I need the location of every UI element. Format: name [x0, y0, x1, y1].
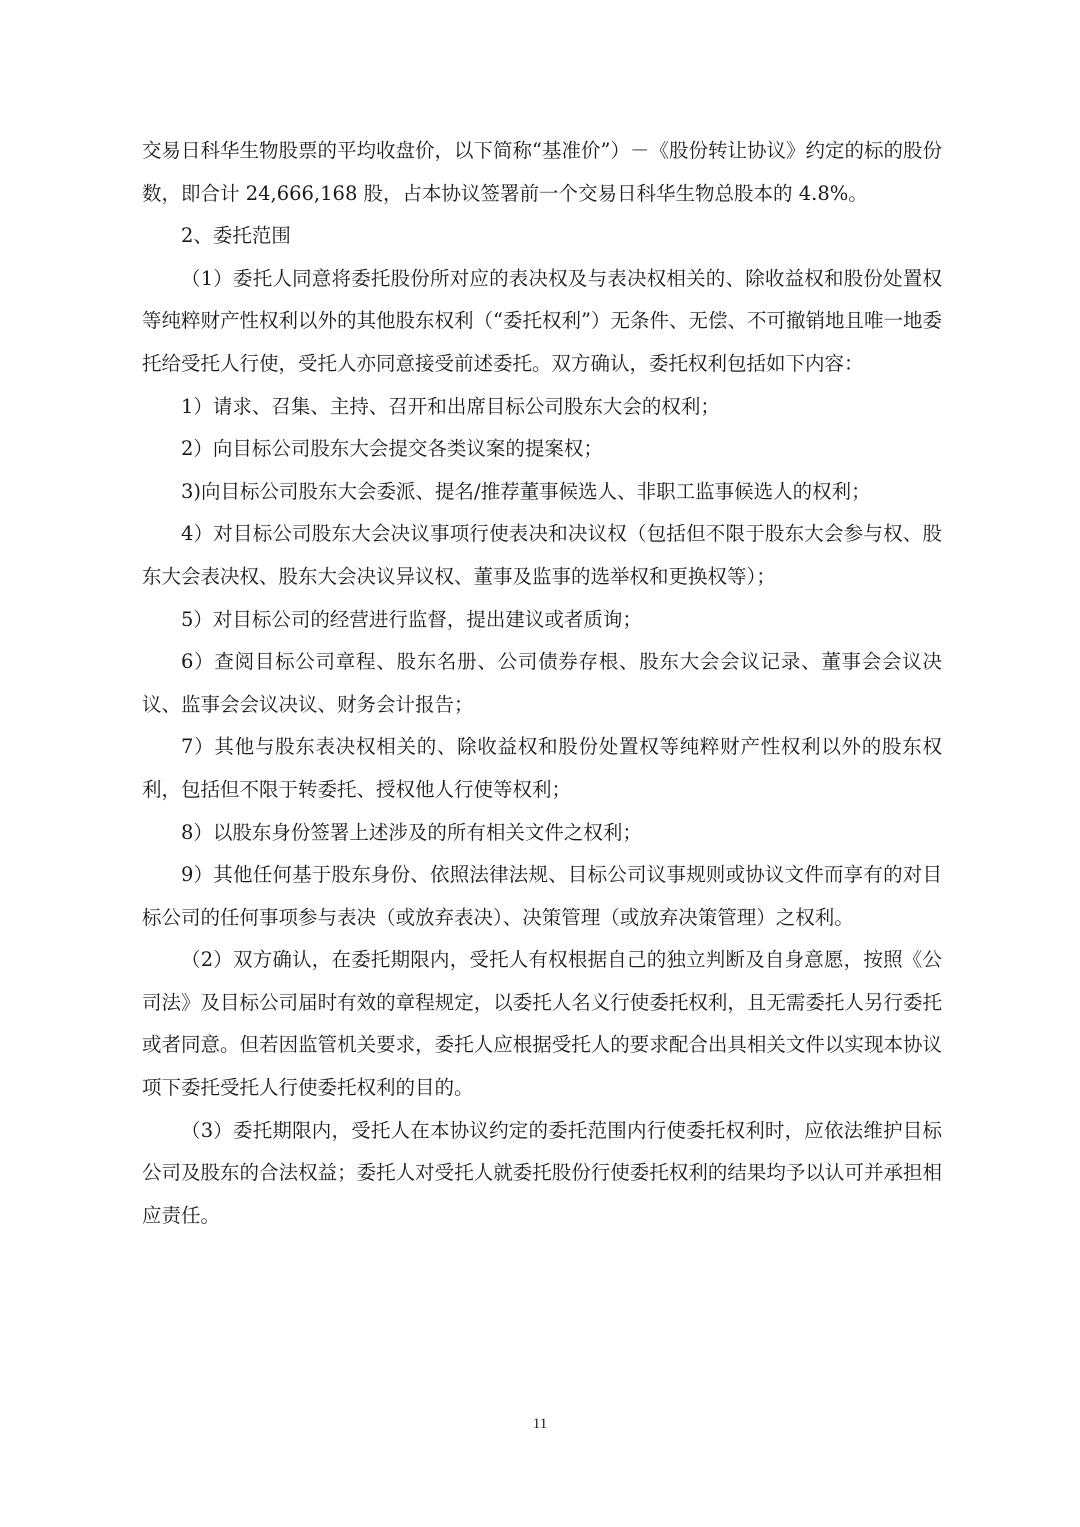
list-item-right-5: 5）对目标公司的经营进行监督，提出建议或者质询；	[181, 607, 642, 631]
list-item-right-2: 2）向目标公司股东大会提交各类议案的提案权；	[181, 437, 603, 461]
list-item-right-7: 7）其他与股东表决权相关的、除收益权和股份处置权等纯粹财产性权利以外的股东权利，包括但不限于转委托、授权他人行使等权利；	[142, 735, 942, 801]
list-item-right-6: 6）查阅目标公司章程、股东名册、公司债券存根、股东大会会议记录、董事会会议决议、监事会会议决议、财务会计报告；	[142, 650, 942, 716]
paragraph-clause-2: （2）双方确认，在委托期限内，受托人有权根据自己的独立判断及自身意愿，按照《公司法》及目标公司届时有效的章程规定，以委托人名义行使委托权利，且无需委托人另行委托或者同意。但若因监管机关要求，委托人应根据受托人的要求配合出具相关文件以实现本协议项下委托受托人行使委托权利的目的。	[142, 948, 942, 1100]
list-item-right-8: 8）以股东身份签署上述涉及的所有相关文件之权利；	[181, 820, 642, 844]
paragraph-clause-1: （1）委托人同意将委托股份所对应的表决权及与表决权相关的、除收益权和股份处置权等纯粹财产性权利以外的其他股东权利（“委托权利”）无条件、无偿、不可撤销地且唯一地委托给受托人行使，受托人亦同意接受前述委托。双方确认，委托权利包括如下内容：	[142, 266, 942, 375]
document-body	[142, 130, 942, 1237]
list-item-right-9: 9）其他任何基于股东身份、依照法律法规、目标公司议事规则或协议文件而享有的对目标公司的任何事项参与表决（或放弃表决）、决策管理（或放弃决策管理）之权利。	[142, 863, 942, 929]
list-item-right-3: 3)向目标公司股东大会委派、提名/推荐董事候选人、非职工监事候选人的权利；	[181, 479, 871, 503]
list-item-right-1: 1）请求、召集、主持、召开和出席目标公司股东大会的权利；	[181, 394, 720, 418]
section-heading-entrustment-scope: 2、委托范围	[181, 224, 291, 248]
paragraph-clause-3: （3）委托期限内，受托人在本协议约定的委托范围内行使委托权利时，应依法维护目标公司及股东的合法权益；委托人对受托人就委托股份行使委托权利的结果均予以认可并承担相应责任。	[142, 1118, 942, 1227]
paragraph-continuation: 交易日科华生物股票的平均收盘价，以下简称“基准价”）－《股份转让协议》约定的标的股份数，即合计 24,666,168 股，占本协议签署前一个交易日科华生物总股本的 4.8%。	[142, 139, 942, 205]
list-item-right-4: 4）对目标公司股东大会决议事项行使表决和决议权（包括但不限于股东大会参与权、股东大会表决权、股东大会决议异议权、董事及监事的选举权和更换权等）；	[142, 522, 942, 588]
page-number: 11	[532, 1416, 548, 1432]
